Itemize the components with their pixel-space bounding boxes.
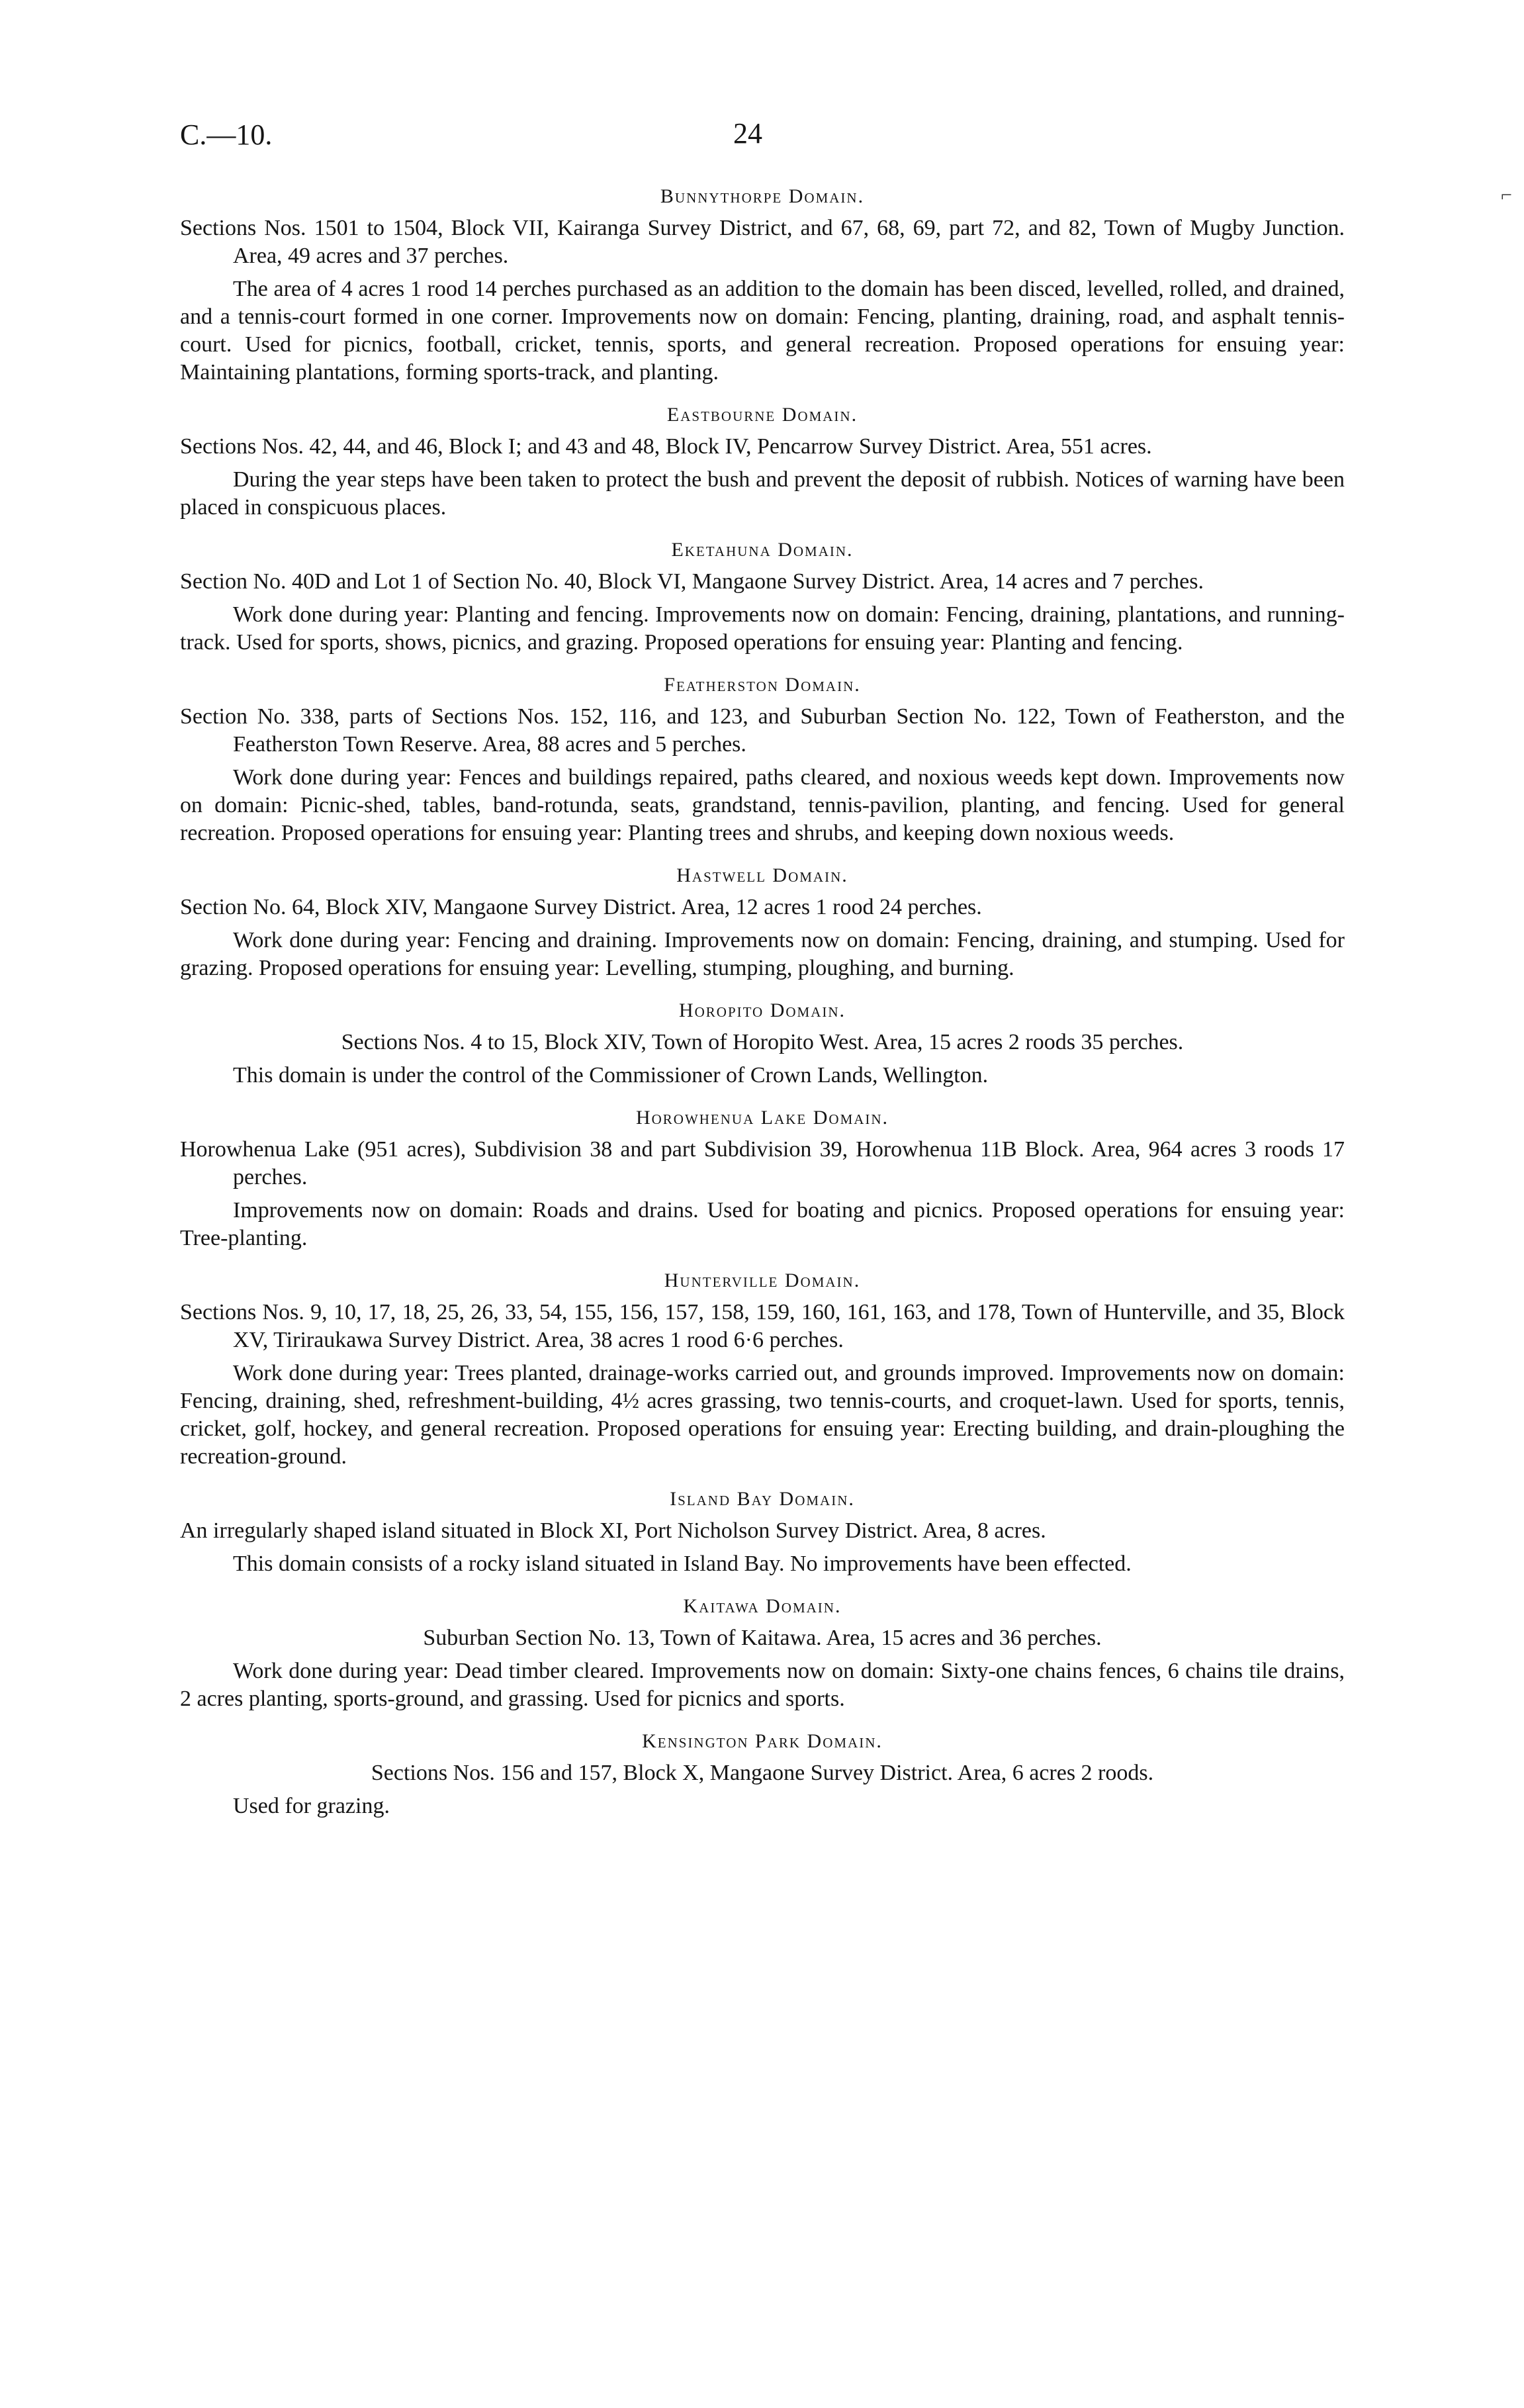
domain-title: Eketahuna Domain. bbox=[671, 539, 854, 561]
domain-legal-description: Sections Nos. 42, 44, and 46, Block I; and 43 and 48, Block IV, Pencarrow Survey District. Area, 551 acres. bbox=[180, 434, 1152, 459]
page-code: C.—10. bbox=[180, 118, 273, 151]
domain-entry bbox=[180, 1107, 1345, 1252]
domain-report-text: Work done during year: Planting and fencing. Improvements now on domain: Fencing, draining, plantations, and running-track. Used for sports, shows, picnics, and grazing. Proposed operations for ensuing year: Planting and fencing. bbox=[180, 602, 1345, 655]
domain-legal-description: Sections Nos. 1501 to 1504, Block VII, Kairanga Survey District, and 67, 68, 69, part 72, and 82, Town of Mugby Junction. Area, 49 acres and 37 perches. bbox=[180, 216, 1345, 268]
domain-entry bbox=[180, 999, 1345, 1089]
domain-title: Horowhenua Lake Domain. bbox=[635, 1107, 889, 1129]
domain-report-text: The area of 4 acres 1 rood 14 perches purchased as an addition to the domain has been disced, levelled, rolled, and drained, and a tennis-court formed in one corner. Improvements now on domain: Fencing, planting, draining, road, and asphalt tennis-court. Used for picnics, football, cricket, tennis, sports, and general recreation. Proposed operations for ensuing year: Maintaining plantations, forming sports-track, and planting. bbox=[180, 277, 1345, 385]
domain-legal-description: Suburban Section No. 13, Town of Kaitawa. Area, 15 acres and 36 perches. bbox=[423, 1626, 1102, 1650]
domain-entry bbox=[180, 1595, 1345, 1713]
domain-entry bbox=[180, 185, 1345, 387]
domain-report-text: Work done during year: Fencing and draining. Improvements now on domain: Fencing, draining, and stumping. Used for grazing. Proposed operations for ensuing year: Levelling, stumping, ploughing, and burning. bbox=[180, 928, 1345, 980]
domain-report-text: Improvements now on domain: Roads and drains. Used for boating and picnics. Proposed operations for ensuing year: Tree-planting. bbox=[180, 1198, 1345, 1250]
domain-legal-description: Section No. 40D and Lot 1 of Section No. 40, Block VI, Mangaone Survey District. Area, 14 acres and 7 perches. bbox=[180, 569, 1204, 594]
domain-title: Island Bay Domain. bbox=[670, 1488, 855, 1510]
domain-entry bbox=[180, 404, 1345, 522]
domain-report-text: Work done during year: Fences and buildings repaired, paths cleared, and noxious weeds kept down. Improvements now on domain: Picnic-shed, tables, band-rotunda, seats, grandstand, tennis-pavilion, planting, and fencing. Used for general recreation. Proposed operations for ensuing year: Planting trees and shrubs, and keeping down noxious weeds. bbox=[180, 765, 1345, 845]
domain-report-text: During the year steps have been taken to protect the bush and prevent the deposit of rubbish. Notices of warning have been placed in conspicuous places. bbox=[180, 467, 1345, 520]
domain-legal-description: Sections Nos. 4 to 15, Block XIV, Town of Horopito West. Area, 15 acres 2 roods 35 perches. bbox=[341, 1030, 1184, 1054]
domain-report-text: This domain consists of a rocky island situated in Island Bay. No improvements have been effected. bbox=[233, 1551, 1132, 1576]
domain-report-text: Work done during year: Dead timber cleared. Improvements now on domain: Sixty-one chains fences, 6 chains tile drains, 2 acres planting, sports-ground, and grassing. Used for picnics and sports. bbox=[180, 1659, 1345, 1711]
domain-entry bbox=[180, 864, 1345, 982]
domain-entry bbox=[180, 1730, 1345, 1820]
domain-report-text: This domain is under the control of the Commissioner of Crown Lands, Wellington. bbox=[233, 1063, 989, 1088]
domain-title: Horopito Domain. bbox=[678, 999, 846, 1021]
domain-legal-description: Horowhenua Lake (951 acres), Subdivision 38 and part Subdivision 39, Horowhenua 11B Block. Area, 964 acres 3 roods 17 perches. bbox=[180, 1137, 1345, 1189]
margin-mark: ⌐ bbox=[1501, 184, 1512, 206]
domain-list bbox=[180, 185, 1345, 1837]
domain-report-text: Work done during year: Trees planted, drainage-works carried out, and grounds improved. Improvements now on domain: Fencing, draining, shed, refreshment-building, 4½ acres grassing, two tennis-courts, and croquet-lawn. Used for sports, tennis, cricket, golf, hockey, and general recreation. Proposed operations for ensuing year: Erecting building, and drain-ploughing the recreation-ground. bbox=[180, 1361, 1345, 1469]
domain-legal-description: An irregularly shaped island situated in Block XI, Port Nicholson Survey District. Area, 8 acres. bbox=[180, 1518, 1046, 1543]
domain-entry bbox=[180, 539, 1345, 657]
domain-title: Hastwell Domain. bbox=[676, 864, 848, 886]
domain-entry bbox=[180, 1488, 1345, 1578]
domain-title: Eastbourne Domain. bbox=[666, 404, 858, 426]
domain-title: Kaitawa Domain. bbox=[683, 1595, 842, 1617]
domain-legal-description: Section No. 64, Block XIV, Mangaone Survey District. Area, 12 acres 1 rood 24 perches. bbox=[180, 895, 982, 919]
domain-title: Kensington Park Domain. bbox=[642, 1730, 883, 1752]
domain-legal-description: Sections Nos. 9, 10, 17, 18, 25, 26, 33, 54, 155, 156, 157, 158, 159, 160, 161, 163, and 178, Town of Hunterville, and 35, Block XV, Tiriraukawa Survey District. Area, 38 acres 1 rood 6·6 perches. bbox=[180, 1300, 1345, 1352]
domain-title: Featherston Domain. bbox=[664, 674, 861, 696]
domain-entry bbox=[180, 1270, 1345, 1471]
domain-legal-description: Section No. 338, parts of Sections Nos. 152, 116, and 123, and Suburban Section No. 122, Town of Featherston, and the Featherston Town Reserve. Area, 88 acres and 5 perches. bbox=[180, 704, 1345, 757]
domain-entry bbox=[180, 674, 1345, 847]
page-number: 24 bbox=[733, 117, 762, 150]
domain-report-text: Used for grazing. bbox=[233, 1794, 390, 1818]
domain-legal-description: Sections Nos. 156 and 157, Block X, Mangaone Survey District. Area, 6 acres 2 roods. bbox=[371, 1761, 1154, 1785]
domain-title: Bunnythorpe Domain. bbox=[660, 185, 865, 207]
domain-title: Hunterville Domain. bbox=[664, 1270, 861, 1291]
